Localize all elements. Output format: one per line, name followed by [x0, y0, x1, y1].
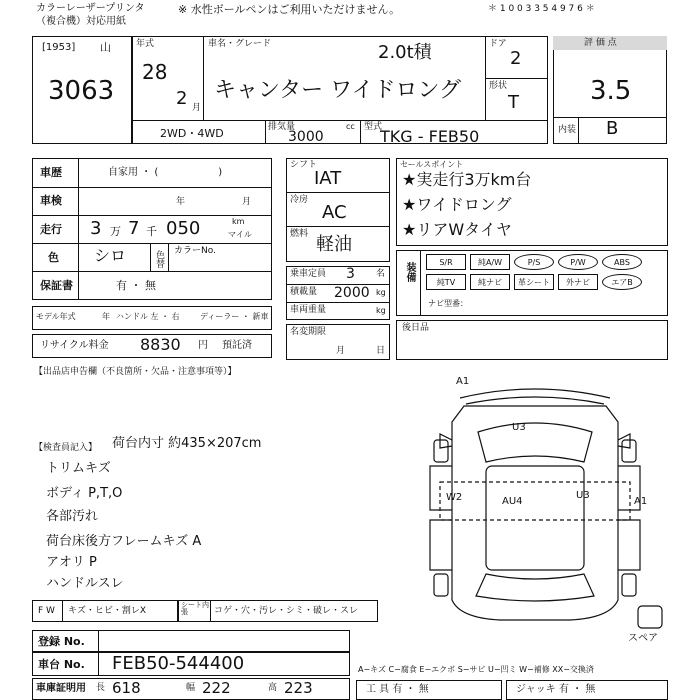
- equip-genuine-navi: 純ナビ: [470, 274, 510, 290]
- comment-line-3: ボディ P,T,O: [46, 486, 123, 501]
- fuel-value: 軽油: [316, 234, 352, 255]
- navi-model-label: ナビ型番：: [428, 299, 468, 308]
- damage-mark-left: W2: [446, 492, 463, 503]
- interior-label: 内装: [558, 125, 577, 135]
- cert-height-label: 高: [268, 683, 278, 693]
- handle-label: ハンドル 左 ・ 右: [116, 312, 180, 321]
- comments-section-title: 【出品店申告欄（不良箇所・欠品・注意事項等）】: [34, 367, 237, 377]
- spare-label: スペア: [628, 633, 658, 644]
- rear-window: [476, 574, 594, 601]
- wheel-front-left: [434, 440, 448, 462]
- cert-width-value: 222: [202, 679, 231, 697]
- seat-label: シート内張: [181, 601, 209, 616]
- year-value: 28: [142, 60, 168, 84]
- weight-label: 車両重量: [290, 305, 327, 315]
- lane-label: [1953]: [42, 42, 76, 53]
- fw-text: キズ・ヒビ・割レX: [68, 606, 146, 616]
- equip-power-steering: P/S: [514, 254, 554, 270]
- inspection-year-unit: 年: [176, 197, 186, 207]
- jack-label: ジャッキ 有 ・ 無: [516, 684, 596, 695]
- inspector-title: 【検査員記入】: [34, 443, 98, 453]
- mileage-rest: 050: [166, 218, 201, 239]
- grade-note: 2.0t積: [378, 42, 432, 63]
- printer-note-line1: カラーレーザープリンタ: [36, 3, 145, 14]
- interior-value: B: [606, 118, 619, 139]
- comment-line-2: トリムキズ: [46, 461, 111, 476]
- damage-mark-bed: AU4: [502, 496, 523, 507]
- capacity-unit: 名: [376, 269, 386, 279]
- inspection-month-unit: 月: [242, 197, 252, 207]
- lot-number: 3063: [48, 76, 115, 106]
- month-unit: 月: [192, 103, 202, 113]
- car-name: キャンター ワイドロング: [214, 78, 462, 103]
- garage-cert-label: 車庫証明用: [36, 683, 86, 694]
- year-label: 年式: [136, 39, 155, 49]
- dealer-label: ディーラー ・ 新車: [200, 312, 269, 321]
- chassis-label: 車台 No.: [38, 658, 85, 671]
- tools-label: 工 具 有 ・ 無: [366, 684, 429, 695]
- load-value: 2000: [334, 285, 370, 301]
- shift-label: シフト: [290, 160, 318, 170]
- comment-line-1: 荷台内寸 約435×207cm: [112, 436, 262, 451]
- fuel-label: 燃料: [290, 229, 309, 239]
- month-value: 2: [176, 88, 188, 109]
- mileage-man-unit: 万: [110, 225, 121, 238]
- equip-alloy-wheel: 純A/W: [470, 254, 510, 270]
- sales-points-label: セールスポイント: [400, 160, 464, 169]
- recycle-unit: 円: [198, 340, 208, 351]
- load-unit: kg: [376, 288, 386, 297]
- wheel-rear-right: [622, 574, 636, 596]
- warranty-value: 有 ・ 無: [116, 279, 156, 292]
- sales-point-1: ★実走行3万km台: [402, 170, 532, 189]
- comment-line-7: ハンドルスレ: [46, 576, 124, 591]
- color-label: 色: [48, 251, 59, 264]
- score-label: 評 価 点: [584, 38, 617, 48]
- body-outline: [452, 406, 618, 620]
- capacity-value: 3: [346, 266, 355, 282]
- color-value: シロ: [94, 246, 127, 265]
- seat-text: コゲ・穴・汚レ・シミ・破レ・スレ: [214, 606, 359, 616]
- damage-mark-front: A1: [456, 376, 470, 387]
- recycle-status: 預託済: [222, 340, 252, 351]
- cert-width-label: 幅: [186, 683, 196, 693]
- rename-month: 月: [336, 346, 346, 356]
- registration-label: 登録 No.: [38, 635, 85, 648]
- spare-tire: [638, 606, 662, 628]
- score-value: 3.5: [590, 76, 632, 106]
- model-year-label: モデル年式: [36, 312, 76, 321]
- door-label: ドア: [489, 39, 507, 49]
- chassis-value: FEB50-544400: [112, 653, 245, 674]
- weight-unit: kg: [376, 306, 386, 315]
- ink-notice: ※ 水性ボールペンはご利用いただけません。: [178, 3, 401, 16]
- equip-tv: 純TV: [426, 274, 466, 290]
- shift-value: IAT: [314, 168, 342, 189]
- equip-sunroof: S/R: [426, 254, 466, 270]
- comment-line-4: 各部汚れ: [46, 509, 99, 524]
- history-value: 自家用 ・ ( ): [108, 167, 223, 178]
- equip-airbag: エアB: [602, 274, 642, 290]
- cert-length-value: 618: [112, 679, 141, 697]
- cert-length-label: 長: [96, 683, 106, 693]
- remarks-label: 後日品: [402, 323, 430, 333]
- model-value: TKG - FEB50: [380, 127, 480, 146]
- remarks-box: [396, 320, 668, 360]
- serial-number: ＊ 1 0 0 3 3 5 4 9 7 6 ＊: [488, 4, 595, 14]
- door-value: 2: [510, 48, 522, 69]
- wheel-rear-left: [434, 574, 448, 596]
- aircon-label: 冷房: [290, 195, 309, 205]
- color-no-label: カラーNo.: [174, 246, 216, 256]
- car-name-label: 車名・グレード: [208, 39, 272, 49]
- recycle-label: リサイクル料金: [40, 340, 109, 351]
- rename-label: 名変期限: [290, 327, 327, 337]
- car-diagram: [400, 370, 670, 635]
- damage-mark-right: U3: [576, 490, 590, 501]
- windshield: [478, 423, 592, 462]
- mileage-unit-mile: マイル: [228, 230, 252, 239]
- equip-aftermarket-navi: 外ナビ: [558, 274, 598, 290]
- displacement-value: 3000: [288, 129, 324, 145]
- comment-line-6: アオリ P: [46, 555, 97, 570]
- load-label: 積載量: [290, 287, 318, 297]
- equip-leather-seat: 革シート: [514, 274, 554, 290]
- shape-value: T: [508, 92, 519, 113]
- sales-point-3: ★リアWタイヤ: [402, 220, 512, 239]
- lane-suffix: 山: [100, 41, 111, 54]
- mileage-label: 走行: [40, 223, 62, 236]
- printer-note-line2: （複合機）対応用紙: [36, 16, 126, 27]
- history-label: 車歴: [40, 166, 62, 179]
- damage-mark-roof-front: U3: [512, 422, 526, 433]
- drive-type: 2WD・4WD: [160, 127, 224, 140]
- cert-height-value: 223: [284, 679, 313, 697]
- mileage-sen-unit: 千: [146, 225, 157, 238]
- sales-point-2: ★ワイドロング: [402, 195, 512, 214]
- rename-day: 日: [376, 346, 386, 356]
- damage-codes: A−キズ C−腐食 E−エクボ S−サビ U−凹ミ W−補修 XX−交換済: [358, 665, 594, 674]
- model-year-unit: 年: [102, 312, 110, 321]
- color-change-label: 色替: [154, 250, 164, 268]
- mileage-unit-km: km: [232, 217, 245, 226]
- damage-mark-rear-side: A1: [634, 496, 648, 507]
- mileage-man: 3: [90, 218, 102, 239]
- shape-label: 形状: [489, 81, 508, 91]
- wheel-front-right: [622, 440, 636, 462]
- equip-power-window: P/W: [558, 254, 598, 270]
- inspection-label: 車検: [40, 194, 62, 207]
- equip-abs: ABS: [602, 254, 642, 270]
- displacement-unit: cc: [346, 122, 355, 131]
- capacity-label: 乗車定員: [290, 269, 327, 279]
- mileage-sen: 7: [128, 218, 140, 239]
- aircon-value: AC: [322, 202, 347, 223]
- recycle-value: 8830: [140, 335, 181, 354]
- equipment-label: 装備: [404, 262, 415, 282]
- displacement-label: 排気量: [268, 122, 296, 132]
- fw-label: F W: [38, 606, 55, 616]
- model-label: 型式: [364, 122, 383, 132]
- warranty-label: 保証書: [40, 279, 73, 292]
- comment-line-5: 荷台床後方フレームキズ A: [46, 534, 202, 549]
